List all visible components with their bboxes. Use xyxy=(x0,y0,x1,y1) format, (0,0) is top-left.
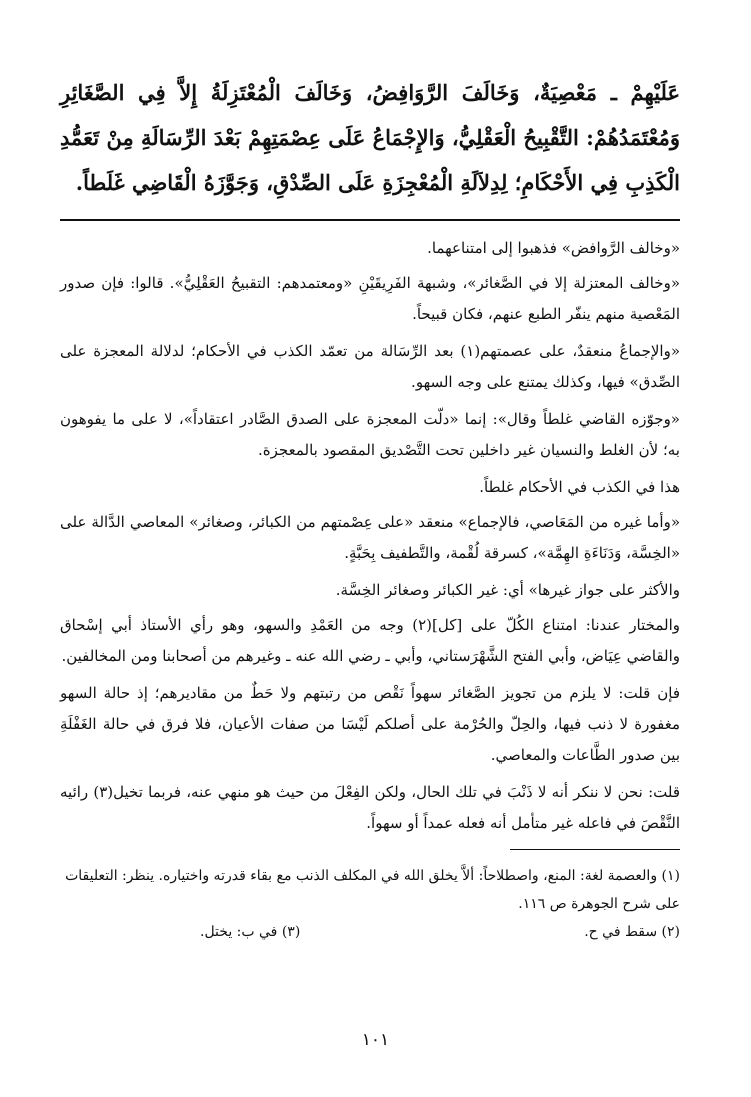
footnote-3: (٣) في ب: يختل. xyxy=(200,924,301,940)
matn-text: عَلَيْهِمْ ـ مَعْصِيَةٌ، وَخَالَفَ الرَّوَافِضُ، وَخَالَفَ الْمُعْتَزِلَةُ إِلاَّ فِي الصَّغَائِرِ وَمُعْتَمَدُهُمْ: التَّقْبِيحُ الْعَقْلِيُّ، وَالإِجْمَاعُ عَلَى عِصْمَتِهِمْ بَعْدَ الرِّسَالَةِ مِنْ تَعَمُّدِ الْكَذِبِ فِي الأَحْكَامِ؛ لِدِلاَلَةِ الْمُعْجِزَةِ عَلَى الصِّدْقِ، وَجَوَّزَهُ الْقَاضِي غَلَطاً. xyxy=(60,80,680,195)
commentary-paragraph: والمختار عندنا: امتناع الكُلّ على [كل](٢) وجه من العَمْدِ والسهو، وهو رأي الأستاذ أبي إسْحاق والقاضي عِيَاض، وأبي الفتح الشَّهْرَستاني، وأبي ـ رضي الله عنه ـ وغيرهم من أصحابنا ومن المخالفين. xyxy=(60,616,680,665)
footnotes xyxy=(60,862,680,946)
commentary-paragraph: «وخالف المعتزلة إلا في الصَّغائر»، وشبهة الفَرِيقَيْنِ «ومعتمدهم: التقبيحُ العَقْلِيُّ». قالوا: فإن صدور المَعْصية منهم ينفّر الطبع عنهم، فكان قبيحاً. xyxy=(60,274,680,323)
page-number: ١٠١ xyxy=(361,1030,390,1050)
commentary-paragraph: «وأما غيره من المَعَاصي، فالإجماع» منعقد «على عِصْمتهم من الكبائر، وصغائر» المعاصي الدَّالة على «الخِسَّة، وَدَنَاءَةِ الهِمَّة»، كسرقة لُقْمة، والتَّطفيف بِحَبَّةٍ. xyxy=(60,513,680,562)
footnote-row xyxy=(60,918,680,946)
footnote-divider xyxy=(510,849,680,850)
footnote-2: (٢) سقط في ح. xyxy=(584,924,680,940)
commentary-paragraph: فإن قلت: لا يلزم من تجويز الصَّغائر سهواً نَقْص من رتبتهم ولا حَطٌ من مقاديرهم؛ إذ حالة السهو مغفورة لا ذنب فيها، والحِلّ والحُرْمة على أصلكم لَيْسَا من صفات الأعيان، فلا فرق في حالة الغَفْلَةِ بين صدور الطَّاعات والمعاصي. xyxy=(60,684,680,764)
commentary-paragraph: «وخالف الرَّوافض» فذهبوا إلى امتناعهما. xyxy=(427,239,680,257)
matn-divider xyxy=(60,219,680,221)
commentary-paragraph: «والإجماعُ منعقدٌ، على عصمتهم(١) بعد الرِّسَالة من تعمّد الكذب في الأحكام؛ لدلالة المعجزة على الصِّدق» فيها، وكذلك يمتنع على وجه السهو. xyxy=(60,342,680,391)
commentary-paragraph: قلت: نحن لا ننكر أنه لا ذَنْبَ في تلك الحال، ولكن الفِعْلَ من حيث هو منهي عنه، فربما تخيل(٣) رائيه النَّقْصَ في فاعله غير متأمل أنه فعله عمداً أو سهواً. xyxy=(60,783,680,832)
commentary xyxy=(60,233,680,839)
commentary-paragraph: «وجوّزه القاضي غلطاً وقال»: إنما «دلّت المعجزة على الصدق الصَّادر اعتقاداً»، لا على ما يفوهون به؛ لأن الغلط والنسيان غير داخلين تحت التَّصْديق المقصود بالمعجزة. xyxy=(60,410,680,459)
page xyxy=(60,70,680,946)
commentary-paragraph: والأكثر على جواز غيرها» أي: غير الكبائر وصغائر الخِسَّة. xyxy=(335,581,680,599)
footnote-1: (١) والعصمة لغة: المنع، واصطلاحاً: ألاَّ يخلق الله في المكلف الذنب مع بقاء قدرته واختياره. ينظر: التعليقات على شرح الجوهرة ص ١١٦. xyxy=(65,868,680,912)
commentary-paragraph: هذا في الكذب في الأحكام غلطاً. xyxy=(479,478,680,496)
